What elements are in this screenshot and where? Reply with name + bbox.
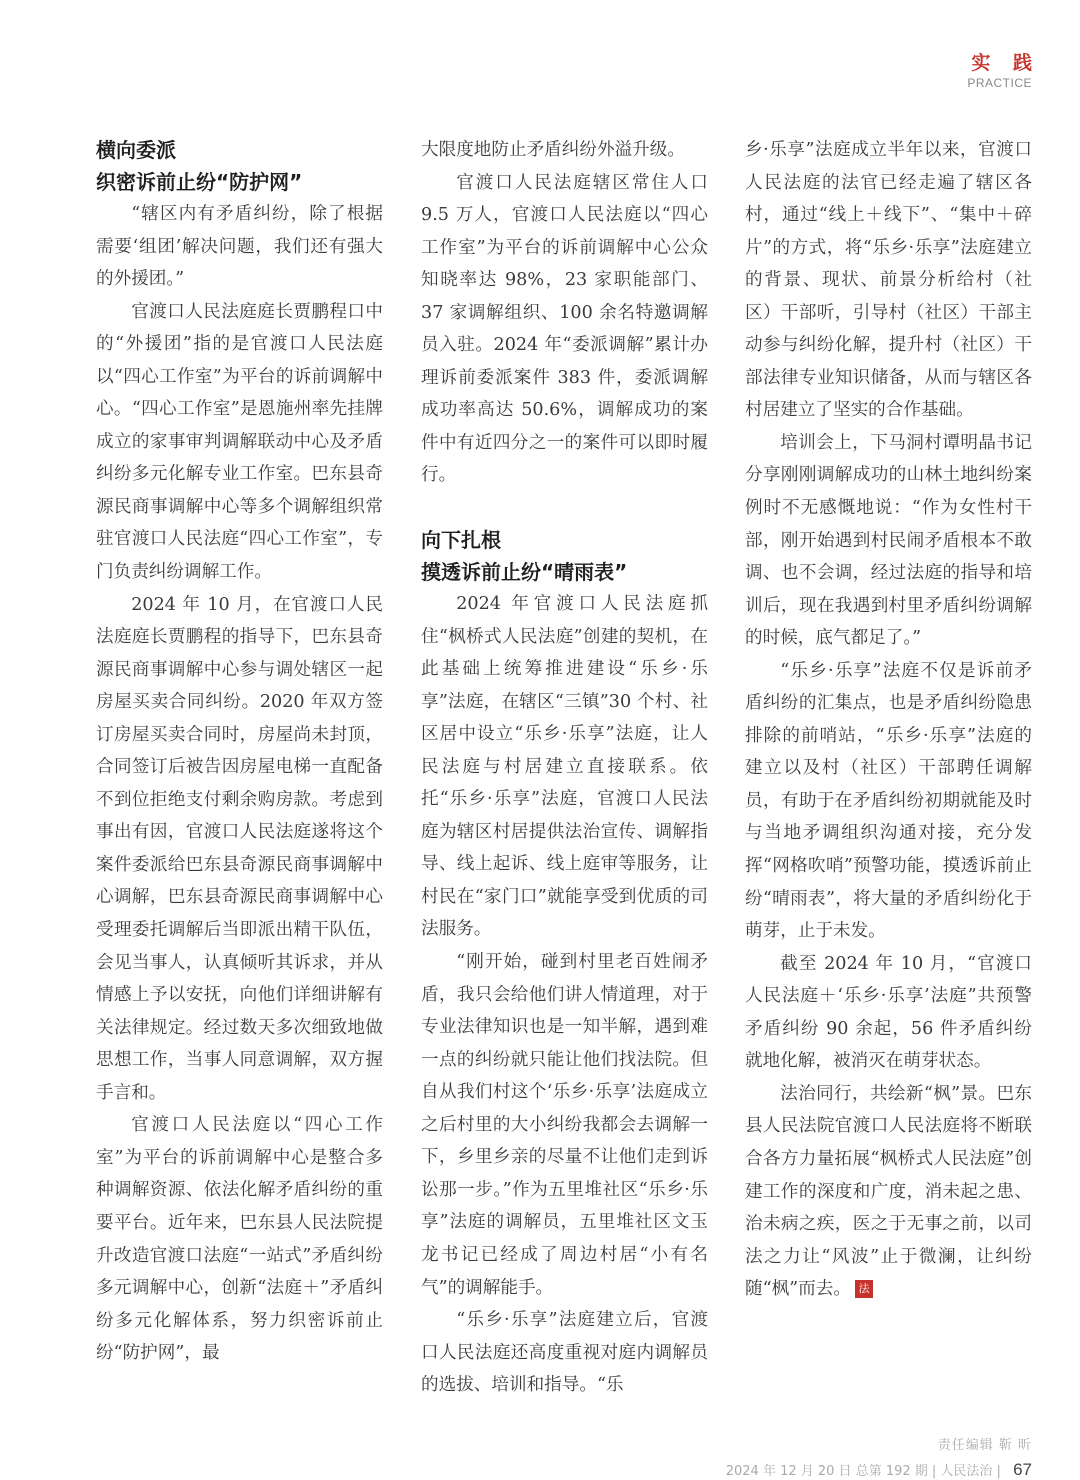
heading-2-line-1: 向下扎根 — [421, 528, 501, 553]
page-number: 67 — [1013, 1460, 1032, 1479]
paragraph: “辖区内有矛盾纠纷，除了根据需要‘组团’解决问题，我们还有强大的外援团。” — [96, 204, 383, 290]
paragraph: 官渡口人民法庭以“四心工作室”为平台的诉前调解中心是整合多种调解资源、依法化解矛盾纠纷的重要平台。近年来，巴东县人民法院提升改造官渡口法庭“一站式”矛盾纠纷多元调解中心，创新“法庭＋”矛盾纠纷多元化解体系，努力织密诉前止纷“防护网”，最 — [96, 1115, 383, 1364]
paragraph: 截至 2024 年 10 月，“官渡口人民法庭＋‘乐乡·乐享’法庭”共预警矛盾纠纷 90 余起，56 件矛盾纠纷就地化解，被消灭在萌芽状态。 — [745, 953, 1032, 1072]
section-title: 实 践 — [971, 52, 1040, 74]
page-footer — [726, 1460, 1032, 1480]
section-heading-2 — [421, 524, 708, 588]
paragraph-continued: 大限度地防止矛盾纠纷外溢升级。 — [421, 140, 685, 160]
paragraph: 2024 年 10 月，在官渡口人民法庭庭长贾鹏程的指导下，巴东县奇源民商事调解中心参与调处辖区一起房屋买卖合同纠纷。2020 年双方签订房屋买卖合同时，房屋尚未封顶，合同签订后被告因房屋电梯一直配备不到位拒绝支付剩余购房款。考虑到事出有因，官渡口人民法庭遂将这个案件委派给巴东县奇源民商事调解中心调解，巴东县奇源民商事调解中心受理委托调解后当即派出精干队伍，会见当事人，认真倾听其诉求，并从情感上予以安抚，向他们详细讲解有关法律规定。经过数天多次细致地做思想工作，当事人同意调解，双方握手言和。 — [96, 594, 383, 1103]
column-2 — [421, 134, 708, 1402]
paragraph: “乐乡·乐享”法庭不仅是诉前矛盾纠纷的汇集点，也是矛盾纠纷隐患排除的前哨站，“乐乡·乐享”法庭的建立以及村（社区）干部聘任调解员，有助于在矛盾纠纷初期就能及时与当地矛调组织沟通对接，充分发挥“网格吹哨”预警功能，摸透诉前止纷“晴雨表”，将大量的矛盾纠纷化于萌芽，止于未发。 — [745, 660, 1032, 942]
editor-credit: 责任编辑 靳 昕 — [937, 1438, 1032, 1453]
column-3 — [745, 134, 1032, 1306]
end-mark-icon: 法 — [855, 1280, 873, 1298]
heading-1-line-1: 横向委派 — [96, 138, 176, 162]
paragraph: 2024 年官渡口人民法庭抓住“枫桥式人民法庭”创建的契机，在此基础上统筹推进建设“乐乡·乐享”法庭，在辖区“三镇”30 个村、社区居中设立“乐乡·乐享”法庭，让人民法庭与村居建立直接联系。依托“乐乡·乐享”法庭，官渡口人民法庭为辖区村居提供法治宣传、调解指导、线上起诉、线上庭审等服务，让村民在“家门口”就能享受到优质的司法服务。 — [421, 594, 708, 940]
paragraph: 官渡口人民法庭辖区常住人口 9.5 万人，官渡口人民法庭以“四心工作室”为平台的诉前调解中心公众知晓率达 98%，23 家职能部门、37 家调解组织、100 余名特邀调解员入驻。2024 年“委派调解”累计办理诉前委派案件 383 件，委派调解成功率高达 50.6%，调解成功的案件中有近四分之一的案件可以即时履行。 — [421, 172, 708, 486]
section-tag — [967, 50, 1040, 90]
paragraph: 官渡口人民法庭庭长贾鹏程口中的“外援团”指的是官渡口人民法庭以“四心工作室”为平台的诉前调解中心。“四心工作室”是恩施州率先挂牌成立的家事审判调解联动中心及矛盾纠纷多元化解专业工作室。巴东县奇源民商事调解中心等多个调解组织常驻官渡口人民法庭“四心工作室”，专门负责纠纷调解工作。 — [96, 301, 383, 583]
heading-2-line-2: 摸透诉前止纷“晴雨表” — [421, 560, 628, 585]
paragraph — [745, 1078, 1032, 1306]
section-heading-1 — [96, 134, 383, 198]
issue-info: 2024 年 12 月 20 日 总第 192 期 | 人民法治 | — [725, 1464, 1001, 1479]
paragraph: “乐乡·乐享”法庭建立后，官渡口人民法庭还高度重视对庭内调解员的选拔、培训和指导。“乐 — [421, 1310, 708, 1396]
section-subtitle: PRACTICE — [967, 76, 1032, 90]
heading-1-line-2: 织密诉前止纷“防护网” — [96, 170, 303, 194]
column-1 — [96, 134, 383, 1370]
paragraph: “刚开始，碰到村里老百姓闹矛盾，我只会给他们讲人情道理，对于专业法律知识也是一知半解，遇到难一点的纠纷就只能让他们找法院。但自从我们村这个‘乐乡·乐享’法庭成立之后村里的大小纠纷我都会去调解一下，乡里乡亲的尽量不让他们走到诉讼那一步。”作为五里堆社区“乐乡·乐享”法庭的调解员，五里堆社区文玉龙书记已经成了周边村居“小有名气”的调解能手。 — [421, 952, 708, 1298]
paragraph-continued: 乡·乐享”法庭成立半年以来，官渡口人民法庭的法官已经走遍了辖区各村，通过“线上＋线下”、“集中＋碎片”的方式，将“乐乡·乐享”法庭建立的背景、现状、前景分析给村（社区）干部听，引导村（社区）干部主动参与纠纷化解，提升村（社区）干部法律专业知识储备，从而与辖区各村居建立了坚实的合作基础。 — [745, 140, 1032, 421]
paragraph: 培训会上，下马洞村谭明晶书记分享刚刚调解成功的山林土地纠纷案例时不无感慨地说：“作为女性村干部，刚开始遇到村民闹矛盾根本不敢调、也不会调，经过法庭的指导和培训后，现在我遇到村里矛盾纠纷调解的时候，底气都足了。” — [745, 432, 1032, 649]
paragraph-text: 法治同行，共绘新“枫”景。巴东县人民法院官渡口人民法庭将不断联合各方力量拓展“枫桥式人民法庭”创建工作的深度和广度，消未起之患、治未病之疾，医之于无事之前，以司法之力让“风波”止于微澜，让纠纷随“枫”而去。 — [745, 1083, 1032, 1300]
